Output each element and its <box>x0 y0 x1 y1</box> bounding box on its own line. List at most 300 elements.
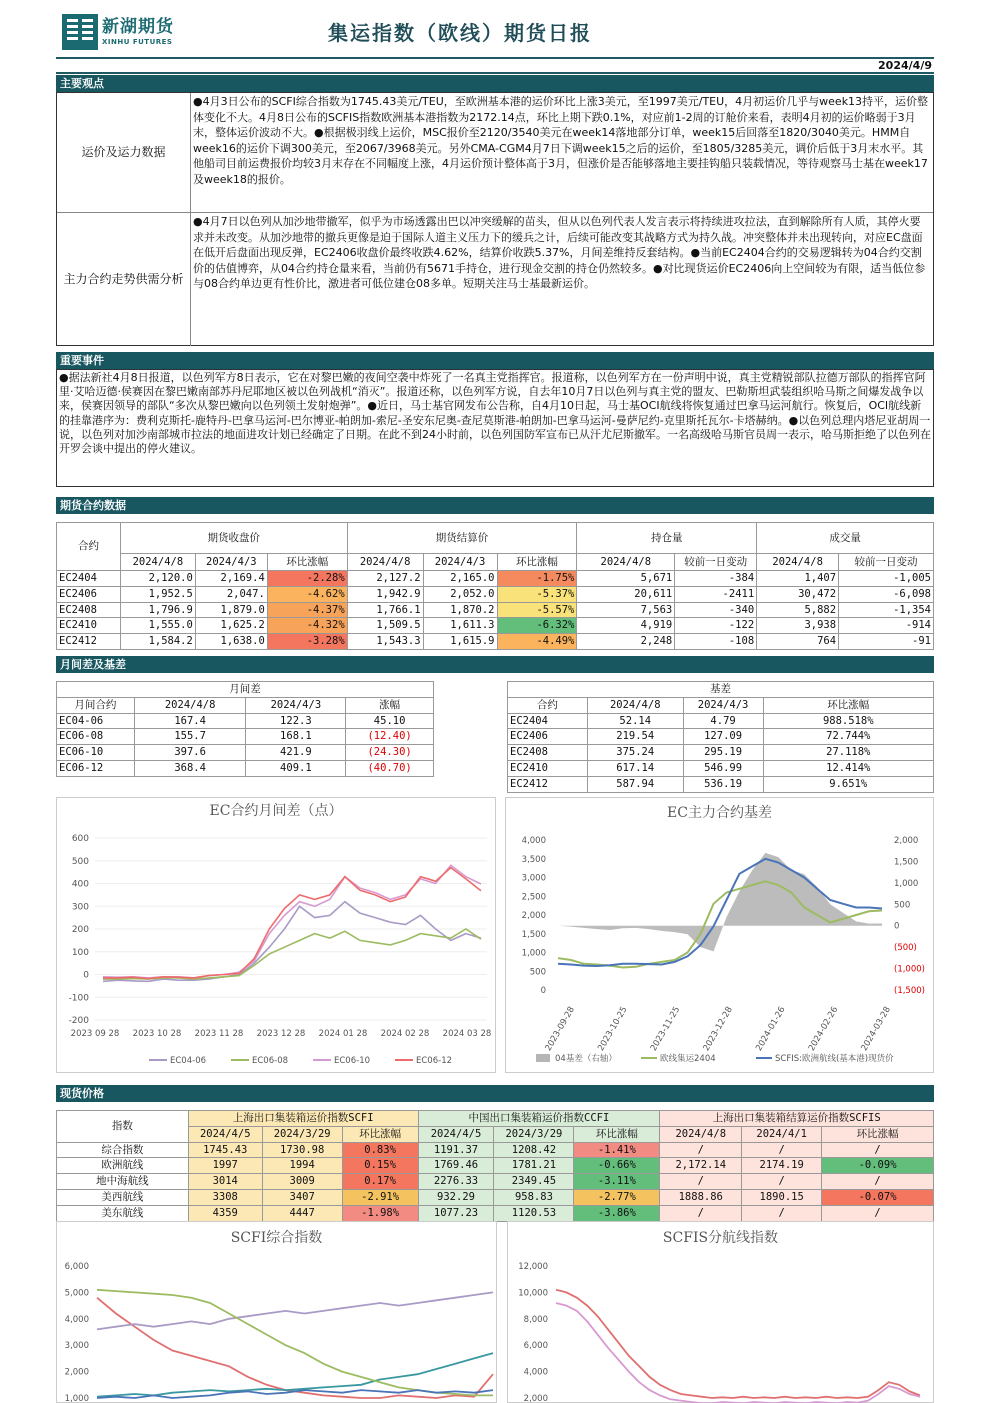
view-label: 主力合约走势供需分析 <box>57 213 191 346</box>
spread-value-cell: (40.70) <box>346 760 434 776</box>
report-title: 集运指数（欧线）期货日报 <box>328 21 592 45</box>
left-tick-label: 4,000 <box>521 836 546 846</box>
series-line <box>103 902 481 982</box>
spread-header: 月间合约 <box>57 697 135 713</box>
spread-contract-cell: EC06-08 <box>57 729 135 745</box>
series-line <box>556 1303 920 1403</box>
chart-title: SCFIS分航线指数 <box>662 1230 779 1246</box>
section-views-title: 主要观点 <box>56 75 934 92</box>
basis-header: 2024/4/3 <box>683 697 763 713</box>
spread-value-cell: (24.30) <box>346 745 434 761</box>
basis-header: 合约 <box>508 697 588 713</box>
events-box <box>56 369 934 487</box>
basis-value-cell: 587.94 <box>587 776 683 792</box>
basis-table-wrap <box>507 681 934 793</box>
basis-contract-cell: EC2404 <box>508 713 588 729</box>
y-tick-label: 600 <box>71 834 89 844</box>
chart-title: SCFI综合指数 <box>230 1230 323 1246</box>
spot-value-cell: / <box>660 1142 742 1158</box>
series-line <box>556 1290 920 1398</box>
view-row-capacity <box>57 93 933 213</box>
y-tick-label: 1,000 <box>64 1394 89 1403</box>
spot-index-cell: 综合指数 <box>57 1142 189 1158</box>
basis-contract-cell: EC2408 <box>508 745 588 761</box>
spread-contract-cell: EC06-10 <box>57 745 135 761</box>
futures-value-cell: 1,543.3 <box>347 634 423 650</box>
spot-value-cell: -2.77% <box>574 1189 660 1205</box>
y-tick-label: 0 <box>83 970 89 981</box>
spread-header: 2024/4/8 <box>134 697 246 713</box>
x-tick-label: 2024-02-26 <box>806 1005 841 1053</box>
left-tick-label: 3,500 <box>521 854 546 865</box>
left-tick-label: 2,500 <box>521 892 546 903</box>
chart-title: EC合约月间差（点） <box>209 803 343 819</box>
views-box <box>56 92 934 346</box>
futures-value-cell: 764 <box>757 634 839 650</box>
futures-value-cell: -914 <box>839 618 934 634</box>
futures-value-cell: 5,671 <box>577 571 675 587</box>
futures-value-cell: 1,796.9 <box>120 602 195 618</box>
basis-value-cell: 27.118% <box>763 745 933 761</box>
spot-value-cell: -0.09% <box>822 1158 934 1174</box>
spot-value-cell: / <box>660 1174 742 1190</box>
basis-row <box>508 776 934 792</box>
view-text: ●4月7日以色列从加沙地带撤军，似乎为市场透露出巴以冲突缓解的苗头，但从以色列代表人发言表示将持续进攻拉法，直到解除所有人质，其停火要求并未改变。从加沙地带的撤兵更像是迫于国际人道主义压力下的缓兵之计，后续可能改变其战略方式为持久战。冲突整体并未出现转向，对应EC盘面在低开后盘面出现反弹，EC2406收盘价最终收跌4.62%，结算价收跌5.37%，月间差维持反套结构。●当前EC2404合约的交易逻辑转为04合约交割价的估值博弈，从04合约持仓量来看，当前仍有5671手持仓，进行现金交割的持仓仍然较多。●对比现货运价EC2406向上空间较为有限，适当低位参与08合约单边更有性价比，激进者可低位建仓08多单。短期关注马士基最新运价。 <box>193 215 926 290</box>
spread-value-cell: 122.3 <box>246 713 346 729</box>
spot-value-cell: 1120.53 <box>494 1205 574 1221</box>
futures-subheader: 较前一日变动 <box>839 554 934 571</box>
basis-row <box>508 713 934 729</box>
y-tick-label: 8,000 <box>523 1314 548 1325</box>
spot-value-cell: 1077.23 <box>418 1205 494 1221</box>
futures-value-cell: -4.49% <box>497 634 577 650</box>
futures-value-cell: 20,611 <box>577 586 675 602</box>
legend-label: EC06-08 <box>252 1056 289 1066</box>
spot-value-cell: 958.83 <box>494 1189 574 1205</box>
basis-row <box>508 760 934 776</box>
spot-subheader: 环比涨幅 <box>342 1126 418 1142</box>
x-tick-label: 2023-11-25 <box>648 1005 683 1053</box>
logo-text-en: XINHU FUTURES <box>102 38 173 46</box>
spot-value-cell: 2174.19 <box>742 1158 822 1174</box>
futures-subheader: 2024/4/8 <box>757 554 839 571</box>
left-tick-label: 2,000 <box>521 911 546 921</box>
spread-body <box>57 713 434 776</box>
basis-value-cell: 536.19 <box>683 776 763 792</box>
basis-header-row <box>508 697 934 713</box>
legend-label: EC06-10 <box>334 1056 371 1066</box>
series-line <box>103 868 481 979</box>
futures-table <box>56 522 934 650</box>
x-tick-label: 2023 09 28 <box>70 1029 120 1039</box>
spot-index-cell: 美西航线 <box>57 1189 189 1205</box>
y-tick-label: 400 <box>71 879 89 890</box>
legend-label: 欧线集运2404 <box>660 1054 716 1064</box>
spot-value-cell: 4359 <box>188 1205 262 1221</box>
spot-value-cell: 1769.46 <box>418 1158 494 1174</box>
futures-settle-header: 期货结算价 <box>347 523 577 554</box>
futures-value-cell: 2,127.2 <box>347 571 423 587</box>
legend-label: EC04-06 <box>170 1056 207 1066</box>
y-tick-label: 6,000 <box>64 1262 89 1272</box>
futures-value-cell: 7,563 <box>577 602 675 618</box>
spot-row <box>57 1142 934 1158</box>
spread-value-cell: 397.6 <box>134 745 246 761</box>
futures-value-cell: 1,509.5 <box>347 618 423 634</box>
basis-contract-cell: EC2410 <box>508 760 588 776</box>
chart-scfis-svg <box>508 1222 935 1403</box>
right-tick-label: 1,500 <box>894 857 919 868</box>
futures-value-cell: -2.28% <box>267 571 347 587</box>
futures-value-cell: 1,766.1 <box>347 602 423 618</box>
y-tick-label: 300 <box>71 902 89 913</box>
series-line <box>97 1290 493 1396</box>
x-tick-label: 2023-09-28 <box>543 1005 577 1053</box>
futures-subheader: 环比涨幅 <box>497 554 577 571</box>
futures-value-cell: 1,555.0 <box>120 618 195 634</box>
futures-subheader: 2024/4/8 <box>577 554 675 571</box>
spread-contract-cell: EC06-12 <box>57 760 135 776</box>
basis-contract-cell: EC2412 <box>508 776 588 792</box>
series-line <box>103 929 481 979</box>
futures-value-cell: -1,354 <box>839 602 934 618</box>
right-tick-label: (1,000) <box>894 964 925 975</box>
x-tick-label: 2024-01-26 <box>754 1005 788 1053</box>
futures-subheader: 环比涨幅 <box>267 554 347 571</box>
spot-value-cell: / <box>742 1174 822 1190</box>
chart-basis <box>505 797 934 1073</box>
spread-value-cell: 409.1 <box>246 760 346 776</box>
spot-body <box>57 1142 934 1221</box>
spot-value-cell: / <box>822 1142 934 1158</box>
spread-header-row <box>57 697 434 713</box>
spot-row <box>57 1205 934 1221</box>
futures-value-cell: -3.28% <box>267 634 347 650</box>
company-logo <box>62 14 192 52</box>
series-line <box>97 1292 493 1329</box>
spot-value-cell: 3407 <box>262 1189 342 1205</box>
futures-subheader-row <box>57 554 934 571</box>
section-spread-title: 月间差及基差 <box>56 656 934 673</box>
spot-row <box>57 1174 934 1190</box>
futures-contract-cell: EC2404 <box>57 571 121 587</box>
futures-contract-header: 合约 <box>57 523 121 571</box>
basis-value-cell: 127.09 <box>683 729 763 745</box>
futures-value-cell: -6,098 <box>839 586 934 602</box>
spot-ccfi-header: 中国出口集装箱运价指数CCFI <box>418 1111 660 1127</box>
basis-row <box>508 745 934 761</box>
spread-header: 2024/4/3 <box>246 697 346 713</box>
right-tick-label: (500) <box>894 943 917 954</box>
futures-row <box>57 586 934 602</box>
x-tick-label: 2023 12 28 <box>256 1029 306 1039</box>
spot-row <box>57 1158 934 1174</box>
futures-value-cell: 3,938 <box>757 618 839 634</box>
spot-scfis-header: 上海出口集装箱结算运价指数SCFIS <box>660 1111 934 1127</box>
report-header <box>56 10 934 56</box>
spread-row <box>57 729 434 745</box>
futures-body <box>57 571 934 650</box>
basis-body <box>508 713 934 792</box>
x-tick-label: 2024 03 28 <box>442 1029 492 1039</box>
futures-value-cell: -5.57% <box>497 602 577 618</box>
futures-value-cell: -5.37% <box>497 586 577 602</box>
spot-value-cell: 1781.21 <box>494 1158 574 1174</box>
spot-value-cell: / <box>822 1205 934 1221</box>
spot-subheader: 环比涨幅 <box>822 1126 934 1142</box>
futures-value-cell: 2,248 <box>577 634 675 650</box>
spread-contract-cell: EC04-06 <box>57 713 135 729</box>
left-tick-label: 1,500 <box>521 929 546 940</box>
spot-index-cell: 美东航线 <box>57 1205 189 1221</box>
basis-value-cell: 219.54 <box>587 729 683 745</box>
spot-value-cell: 0.83% <box>342 1142 418 1158</box>
spot-value-cell: -2.91% <box>342 1189 418 1205</box>
section-events-title: 重要事件 <box>56 352 934 369</box>
futures-value-cell: -1.75% <box>497 571 577 587</box>
spot-value-cell: 3308 <box>188 1189 262 1205</box>
futures-value-cell: 5,882 <box>757 602 839 618</box>
spot-value-cell: 1191.37 <box>418 1142 494 1158</box>
y-tick-label: 10,000 <box>518 1288 548 1299</box>
legend-label: 04基差（右轴） <box>555 1054 617 1064</box>
events-text: ●据法新社4月8日报道，以色列军方8日表示，它在对黎巴嫩的夜间空袭中炸死了一名真主党指挥官。报道称，以色列军方在一份声明中说，真主党精锐部队拉德万部队的指挥官阿里·艾哈迈德·侯赛因在黎巴嫩南部苏丹尼耶地区被以色列战机“消灭”。报道还称，以色列军方说，自去年10月7日以色列与真主党的盟友、巴勒斯坦武装组织哈马斯之间爆发战争以来，侯赛因领导的部队“多次从黎巴嫩向以色列领土发射炮弹”。●近日，马士基官网发布公告称，自4月10日起，马士基OCI航线将恢复通过巴拿马运河航行。恢复后，OCI航线新的挂靠港序为：费利克斯托-鹿特丹-巴拿马运河-巴尔博亚-帕朗加-索尼-圣安东尼奥-查尼莫斯港-帕朗加-巴拿马运河-曼萨尼约-克里斯托瓦尔-卡塔赫纳。●以色列总理内塔尼亚胡周一说，以色列对加沙南部城市拉法的地面进攻计划已经确定了日期。在此不到24小时前，以色列国防军宣布已从汗尤尼斯撤军。一名高级哈马斯官员周一表示，哈马斯拒绝了以色列在开罗会谈中提出的停火建议。 <box>59 371 931 456</box>
logo-text-cn: 新湖期货 <box>102 17 174 37</box>
futures-table-wrap <box>56 522 934 650</box>
spot-value-cell: 0.15% <box>342 1158 418 1174</box>
y-tick-label: 6,000 <box>523 1341 548 1352</box>
y-tick-label: 200 <box>71 925 89 935</box>
futures-value-cell: 1,638.0 <box>195 634 267 650</box>
left-tick-label: 3,000 <box>521 873 546 884</box>
spot-scfi-header: 上海出口集装箱运价指数SCFI <box>188 1111 418 1127</box>
right-tick-label: 2,000 <box>894 836 919 846</box>
y-tick-label: 5,000 <box>64 1288 89 1299</box>
spot-value-cell: 2349.45 <box>494 1174 574 1190</box>
spread-header: 涨幅 <box>346 697 434 713</box>
basis-value-cell: 9.651% <box>763 776 933 792</box>
spot-value-cell: -3.86% <box>574 1205 660 1221</box>
futures-subheader: 2024/4/3 <box>423 554 497 571</box>
spot-value-cell: 932.29 <box>418 1189 494 1205</box>
futures-subheader: 2024/4/8 <box>120 554 195 571</box>
y-tick-label: -100 <box>68 993 89 1004</box>
basis-header: 2024/4/8 <box>587 697 683 713</box>
spread-value-cell: (12.40) <box>346 729 434 745</box>
futures-value-cell: 1,584.2 <box>120 634 195 650</box>
basis-value-cell: 4.79 <box>683 713 763 729</box>
basis-value-cell: 12.414% <box>763 760 933 776</box>
chart-scfi-svg <box>57 1222 498 1403</box>
futures-value-cell: -6.32% <box>497 618 577 634</box>
futures-value-cell: 1,615.9 <box>423 634 497 650</box>
futures-value-cell: 4,919 <box>577 618 675 634</box>
series-line <box>97 1353 493 1397</box>
spot-value-cell: 4447 <box>262 1205 342 1221</box>
spot-subheader: 2024/3/29 <box>494 1126 574 1142</box>
futures-row <box>57 571 934 587</box>
basis-value-cell: 52.14 <box>587 713 683 729</box>
spot-value-cell: / <box>742 1142 822 1158</box>
spot-subheader: 2024/3/29 <box>262 1126 342 1142</box>
spot-value-cell: / <box>660 1205 742 1221</box>
spot-value-cell: -3.11% <box>574 1174 660 1190</box>
left-tick-label: 0 <box>540 986 546 996</box>
right-tick-label: (1,500) <box>894 986 925 996</box>
futures-subheader: 2024/4/8 <box>347 554 423 571</box>
x-tick-label: 2023 10 28 <box>132 1029 182 1039</box>
futures-value-cell: -91 <box>839 634 934 650</box>
left-tick-label: 500 <box>529 967 546 978</box>
basis-contract-cell: EC2406 <box>508 729 588 745</box>
x-tick-label: 2023 11 28 <box>194 1029 244 1039</box>
futures-contract-cell: EC2408 <box>57 602 121 618</box>
futures-value-cell: 1,407 <box>757 571 839 587</box>
futures-value-cell: 1,952.5 <box>120 586 195 602</box>
basis-value-cell: 988.518% <box>763 713 933 729</box>
futures-value-cell: 2,169.4 <box>195 571 267 587</box>
spot-index-cell: 地中海航线 <box>57 1174 189 1190</box>
legend-label: EC06-12 <box>416 1056 453 1066</box>
series-line <box>97 1390 493 1398</box>
spread-row <box>57 760 434 776</box>
right-tick-label: 0 <box>894 921 900 932</box>
futures-value-cell: -340 <box>675 602 757 618</box>
basis-header: 环比涨幅 <box>763 697 933 713</box>
futures-value-cell: -2411 <box>675 586 757 602</box>
futures-contract-cell: EC2412 <box>57 634 121 650</box>
futures-value-cell: -108 <box>675 634 757 650</box>
spot-value-cell: -1.41% <box>574 1142 660 1158</box>
spot-value-cell: 2,172.14 <box>660 1158 742 1174</box>
spot-value-cell: -0.66% <box>574 1158 660 1174</box>
futures-value-cell: 1,611.3 <box>423 618 497 634</box>
y-tick-label: -200 <box>68 1016 89 1026</box>
basis-table <box>507 681 934 793</box>
futures-value-cell: -4.62% <box>267 586 347 602</box>
spread-value-cell: 421.9 <box>246 745 346 761</box>
x-tick-label: 2023-12-28 <box>701 1005 735 1053</box>
chart-title: EC主力合约基差 <box>667 805 772 821</box>
spot-subheader: 环比涨幅 <box>574 1126 660 1142</box>
basis-row <box>508 729 934 745</box>
spot-index-header: 指数 <box>57 1111 189 1143</box>
futures-close-header: 期货收盘价 <box>120 523 347 554</box>
futures-value-cell: 1,942.9 <box>347 586 423 602</box>
y-tick-label: 2,000 <box>523 1394 548 1403</box>
report-date: 2024/4/9 <box>878 59 932 72</box>
basis-value-cell: 617.14 <box>587 760 683 776</box>
futures-row <box>57 602 934 618</box>
basis-title: 基差 <box>508 682 934 698</box>
futures-row <box>57 618 934 634</box>
view-text: ●4月3日公布的SCFI综合指数为1745.43美元/TEU，至欧洲基本港的运价环比上涨3美元，至1997美元/TEU，4月初运价几乎与week13持平，运价整体变化不大。4月8日公布的SCFIS指数欧洲基本港指数为2172.14点，环比上期下跌0.1%，对应前1-2周的订舱价来看，表明4月初的运价略弱于3月末，整体运价波动不大。●根据极羽线上运价，MSC报价至2120/3540美元在week14落地部分订单，week15后回落至1820/3040美元。HMM自week16的运价下调300美元，至2067/3968美元。另外CMA-CGM4月7日下调week15之后的运价，至1805/3285美元，调价后低于3月末水平。其他船司目前运费报价均较3月末存在不同幅度上涨，4月运价预计整体高于3月，但涨价是否能够落地主要挂钩船只装载情况，等待观察马士基在week17及week18的报价。 <box>193 95 929 186</box>
futures-subheader: 较前一日变动 <box>675 554 757 571</box>
spot-row <box>57 1189 934 1205</box>
spot-subheader-row <box>57 1126 934 1142</box>
basis-value-cell: 72.744% <box>763 729 933 745</box>
x-tick-label: 2024-03-28 <box>859 1005 893 1053</box>
futures-volume-header: 成交量 <box>757 523 934 554</box>
futures-contract-cell: EC2406 <box>57 586 121 602</box>
spot-value-cell: 1888.86 <box>660 1189 742 1205</box>
spread-value-cell: 45.10 <box>346 713 434 729</box>
futures-value-cell: 1,870.2 <box>423 602 497 618</box>
spot-value-cell: -0.07% <box>822 1189 934 1205</box>
spot-value-cell: 1997 <box>188 1158 262 1174</box>
series-line <box>103 865 481 978</box>
spot-value-cell: / <box>742 1205 822 1221</box>
spot-value-cell: -1.98% <box>342 1205 418 1221</box>
futures-value-cell: 2,052.0 <box>423 586 497 602</box>
spot-subheader: 2024/4/5 <box>188 1126 262 1142</box>
spot-value-cell: 1208.42 <box>494 1142 574 1158</box>
basis-value-cell: 375.24 <box>587 745 683 761</box>
spot-table <box>56 1110 934 1222</box>
y-tick-label: 3,000 <box>64 1341 89 1352</box>
spread-row <box>57 745 434 761</box>
spread-value-cell: 155.7 <box>134 729 246 745</box>
spot-value-cell: 1994 <box>262 1158 342 1174</box>
spot-value-cell: 3009 <box>262 1174 342 1190</box>
spot-value-cell: 3014 <box>188 1174 262 1190</box>
y-tick-label: 2,000 <box>64 1367 89 1378</box>
area-series <box>558 853 882 952</box>
legend-swatch <box>536 1054 550 1062</box>
chart-scfis <box>507 1221 934 1403</box>
section-spot-title: 现货价格 <box>56 1085 934 1102</box>
right-tick-label: 500 <box>894 900 911 911</box>
spread-title: 月间差 <box>57 682 434 698</box>
spread-table <box>56 681 434 777</box>
futures-value-cell: 2,165.0 <box>423 571 497 587</box>
futures-oi-header: 持仓量 <box>577 523 757 554</box>
spread-value-cell: 167.4 <box>134 713 246 729</box>
x-tick-label: 2024 02 28 <box>380 1029 430 1039</box>
futures-value-cell: -122 <box>675 618 757 634</box>
logo-mark-icon <box>62 14 98 50</box>
spot-value-cell: 0.17% <box>342 1174 418 1190</box>
y-tick-label: 4,000 <box>523 1367 548 1378</box>
y-tick-label: 12,000 <box>518 1262 548 1272</box>
spot-value-cell: 1730.98 <box>262 1142 342 1158</box>
right-tick-label: 1,000 <box>894 878 919 889</box>
spot-value-cell: 1890.15 <box>742 1189 822 1205</box>
date-divider <box>56 72 934 74</box>
spot-value-cell: / <box>822 1174 934 1190</box>
spread-value-cell: 368.4 <box>134 760 246 776</box>
y-tick-label: 4,000 <box>64 1314 89 1325</box>
futures-value-cell: -4.37% <box>267 602 347 618</box>
futures-value-cell: -1,005 <box>839 571 934 587</box>
spot-index-cell: 欧洲航线 <box>57 1158 189 1174</box>
futures-subheader: 2024/4/3 <box>195 554 267 571</box>
futures-value-cell: -4.32% <box>267 618 347 634</box>
futures-value-cell: 1,625.2 <box>195 618 267 634</box>
futures-value-cell: 30,472 <box>757 586 839 602</box>
section-contracts-title: 期货合约数据 <box>56 497 934 514</box>
chart-basis-svg <box>506 798 935 1074</box>
futures-value-cell: 1,879.0 <box>195 602 267 618</box>
basis-value-cell: 546.99 <box>683 760 763 776</box>
left-tick-label: 1,000 <box>521 948 546 959</box>
spot-value-cell: 1745.43 <box>188 1142 262 1158</box>
chart-month-spread <box>56 797 496 1073</box>
legend-label: SCFIS:欧洲航线(基本港)现货价 <box>775 1054 894 1064</box>
view-row-analysis <box>57 213 933 346</box>
x-tick-label: 2023-10-25 <box>596 1005 630 1053</box>
y-tick-label: 500 <box>71 856 89 867</box>
